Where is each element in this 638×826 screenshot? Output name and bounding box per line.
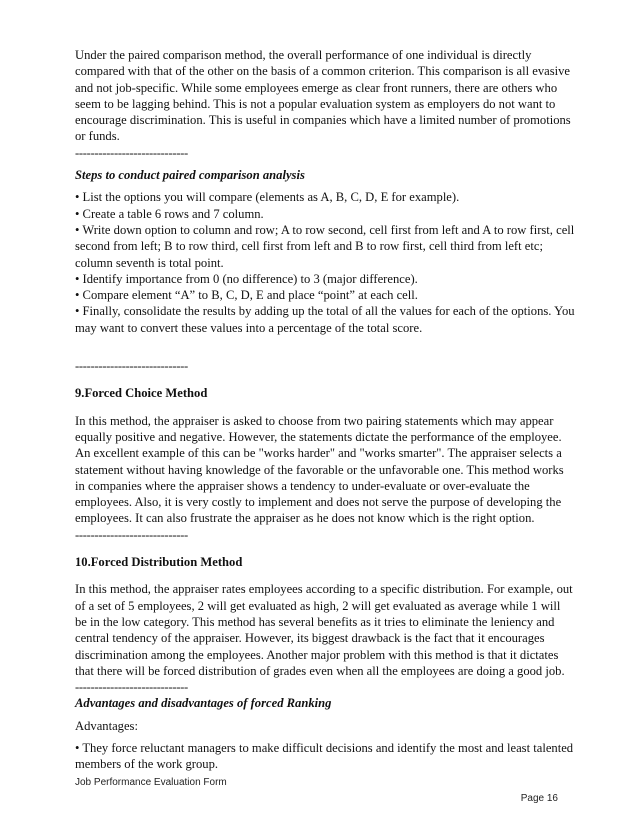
step-item: • List the options you will compare (elements as A, B, C, D, E for example). [75,190,460,205]
separator-line: ----------------------------- [75,527,188,542]
forced-distribution-heading: 10.Forced Distribution Method [75,555,243,570]
forced-ranking-heading: Advantages and disadvantages of forced Ranking [75,696,332,711]
forced-choice-heading: 9.Forced Choice Method [75,386,208,401]
steps-list [75,189,575,336]
steps-heading: Steps to conduct paired comparison analysis [75,168,305,183]
step-item: • Compare element “A” to B, C, D, E and place “point” at each cell. [75,288,418,303]
step-item: • Write down option to column and row; A to row second, cell first from left and A to row first, cell second from left; B to row third, cell first from left and B to row first, cell third from left etc; column seventh is total point. [75,222,575,270]
separator-line: ----------------------------- [75,680,188,695]
advantages-label: Advantages: [75,718,138,733]
advantage-item: • They force reluctant managers to make difficult decisions and identify the most and least talented members of the work group. [75,740,574,772]
step-item: • Identify importance from 0 (no difference) to 3 (major difference). [75,271,418,286]
forced-choice-paragraph: In this method, the appraiser is asked to choose from two pairing statements which may appear equally positive and negative. However, the statements dictate the performance of the employee. An excellent example of this can be "works harder" and "works smarter". The appraiser selects a statement without having knowledge of the favorable or the unfavorable one. This method works in companies where the appraiser shows a tendency to under-evaluate or over-evaluate the employees. Also, it is very costly to implement and does not serve the purpose of developing the employees. It can also frustrate the appraiser as he does not know which is the right option. [75,413,564,526]
page-number: Page 16 [520,793,558,804]
intro-paragraph: Under the paired comparison method, the overall performance of one individual is directly compared with that of the other on the basis of a common criterion. This comparison is all evasive and not job-specific. While some employees emerge as clear front runners, there are others who seem to be lagging behind. This is not a popular evaluation system as employers do not want to encourage discrimination. This is useful in companies which have a limited number of promotions or funds. [75,48,571,144]
step-item: • Create a table 6 rows and 7 column. [75,206,264,221]
separator-line: ----------------------------- [75,359,188,374]
separator-line: ----------------------------- [75,145,188,160]
forced-distribution-paragraph: In this method, the appraiser rates employees according to a specific distribution. For example, out of a set of 5 employees, 2 will get evaluated as high, 2 will get evaluated as average while 1 will be in the low category. This method has several benefits as it tries to eliminate the leniency and central tendency of the appraiser. However, its biggest drawback is the fact that it encourages discrimination among the employees. Another major problem with this method is that it dictates that there will be forced distribution of grades even when all the employees are doing a good job. [75,582,573,678]
footer-title: Job Performance Evaluation Form [75,777,227,788]
step-item: • Finally, consolidate the results by adding up the total of all the values for each of the options. You may want to convert these values into a percentage of the total score. [75,304,575,335]
document-body [75,47,575,773]
